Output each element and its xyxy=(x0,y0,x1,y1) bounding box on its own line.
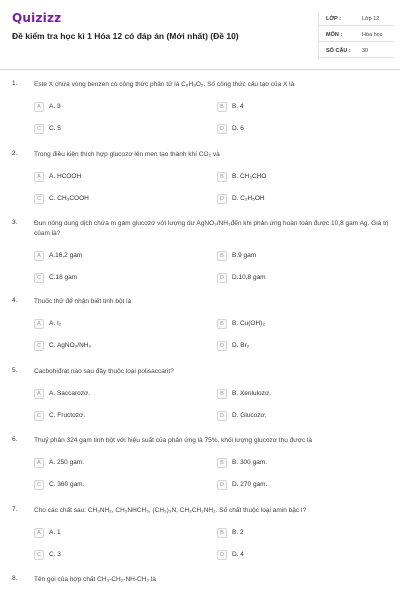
document-header xyxy=(0,0,400,70)
option-letter-box: B xyxy=(217,528,227,538)
question-text: Đun nóng dung dịch chứa m gam glucozơ với lượng dư AgNO₃/NH₃đến khi phản ứng hoàn toàn được 10,8 gam Ag. Giá trị củam là? xyxy=(34,220,389,237)
option-letter-box: D xyxy=(217,550,227,560)
meta-value: 30 xyxy=(362,48,369,54)
option-letter-box: A xyxy=(34,319,44,329)
option-letter-box: D xyxy=(217,273,227,283)
quizizz-logo: Quizizz xyxy=(12,11,62,25)
option-text: A. 1 xyxy=(49,529,61,536)
option-text: C. 360 gam. xyxy=(49,481,85,488)
option-letter-box: B xyxy=(217,172,227,182)
question-number: 4. xyxy=(12,297,18,304)
question-text: Cho các chất sau: CH₃NH₂, CH₃NHCH₃, (CH₃)₃N, CH₃CH₂NH₂. Số chất thuộc loại amin bậc I? xyxy=(34,507,307,514)
option-letter-box: A xyxy=(34,389,44,399)
question-number: 5. xyxy=(12,367,18,374)
option-text: B. Xenlulozơ. xyxy=(232,390,271,397)
option-letter-box: A xyxy=(34,251,44,261)
option-text: D. Glucozơ. xyxy=(232,412,267,419)
option-text: C. CH₃COOH xyxy=(49,195,89,202)
option-text: B. 4 xyxy=(232,103,244,110)
question-text: Este X chứa vòng benzen có công thức phân tử là C₈H₈O₂. Số công thức cấu tạo của X là xyxy=(34,81,295,88)
option-letter-box: C xyxy=(34,480,44,490)
option-letter-box: C xyxy=(34,341,44,351)
meta-label: MÔN : xyxy=(326,32,343,38)
option-text: D. 270 gam. xyxy=(232,481,268,488)
option-text: A. HCOOH xyxy=(49,173,82,180)
meta-row-class xyxy=(318,12,394,26)
option-letter-box: C xyxy=(34,411,44,421)
option-letter-box: A xyxy=(34,172,44,182)
option-letter-box: B xyxy=(217,319,227,329)
option-letter-box: D xyxy=(217,341,227,351)
question-text: Tên gọi của hợp chất CH₃-CH₂-NH-CH₃ là xyxy=(34,576,156,583)
option-text: A.16,2 gam xyxy=(49,252,83,259)
option-text: D. 4 xyxy=(232,551,244,558)
option-text: B. 2 xyxy=(232,529,244,536)
option-letter-box: B xyxy=(217,251,227,261)
option-letter-box: C xyxy=(34,273,44,283)
question-number: 1. xyxy=(12,80,18,87)
option-text: A. I₂ xyxy=(49,320,62,327)
option-letter-box: D xyxy=(217,411,227,421)
option-letter-box: B xyxy=(217,389,227,399)
meta-value: Lớp 12 xyxy=(362,16,380,22)
option-letter-box: D xyxy=(217,480,227,490)
option-letter-box: C xyxy=(34,550,44,560)
meta-row-subject xyxy=(318,28,394,42)
option-letter-box: C xyxy=(34,194,44,204)
option-letter-box: A xyxy=(34,458,44,468)
option-letter-box: B xyxy=(217,102,227,112)
option-text: C. Fructozơ. xyxy=(49,412,86,419)
option-text: D. C₂H₅OH xyxy=(232,195,265,202)
option-text: C. 5 xyxy=(49,125,61,132)
question-number: 8. xyxy=(12,575,18,582)
option-text: D. 6 xyxy=(232,125,244,132)
option-letter-box: D xyxy=(217,124,227,134)
question-text: Thuỷ phân 324 gam tinh bột với hiệu suất của phản ứng là 75%, khối lượng glucozơ thu được là xyxy=(34,437,312,444)
option-letter-box: A xyxy=(34,102,44,112)
question-number: 7. xyxy=(12,506,18,513)
option-text: D.10,8 gam xyxy=(232,274,266,281)
page-title: Đề kiểm tra học kì 1 Hóa 12 có đáp án (Mới nhất) (Đề 10) xyxy=(12,31,239,41)
meta-value: Hóa học xyxy=(362,32,383,38)
option-text: A. Saccarozơ. xyxy=(49,390,91,397)
meta-label: LỚP : xyxy=(326,16,341,22)
option-text: D. Br₂ xyxy=(232,342,250,349)
option-text: B. 300 gam. xyxy=(232,459,268,466)
question-text: Trong điều kiện thích hợp glucozơ lên men tạo thành khí CO₂ và xyxy=(34,151,220,158)
question-number: 6. xyxy=(12,436,18,443)
option-text: A. 3 xyxy=(49,103,61,110)
question-number: 3. xyxy=(12,219,18,226)
meta-label: SỐ CÂU : xyxy=(326,48,351,54)
option-text: B.9 gam xyxy=(232,252,257,259)
option-letter-box: A xyxy=(34,528,44,538)
question-number: 2. xyxy=(12,150,18,157)
option-text: C.18 gam xyxy=(49,274,78,281)
option-letter-box: B xyxy=(217,458,227,468)
option-text: A. 250 gam. xyxy=(49,459,85,466)
meta-row-count xyxy=(318,44,394,58)
option-text: B. CH₃CHO xyxy=(232,173,267,180)
question-text: Thuốc thử để nhận biết tinh bột là xyxy=(34,298,132,305)
option-letter-box: D xyxy=(217,194,227,204)
question-text: Cacbohiđrat nào sau đây thuộc loại polisaccarit? xyxy=(34,368,174,375)
option-letter-box: C xyxy=(34,124,44,134)
option-text: C. AgNO₃/NH₃ xyxy=(49,342,92,349)
option-text: B. Cu(OH)₂ xyxy=(232,320,265,327)
option-text: C. 3 xyxy=(49,551,61,558)
